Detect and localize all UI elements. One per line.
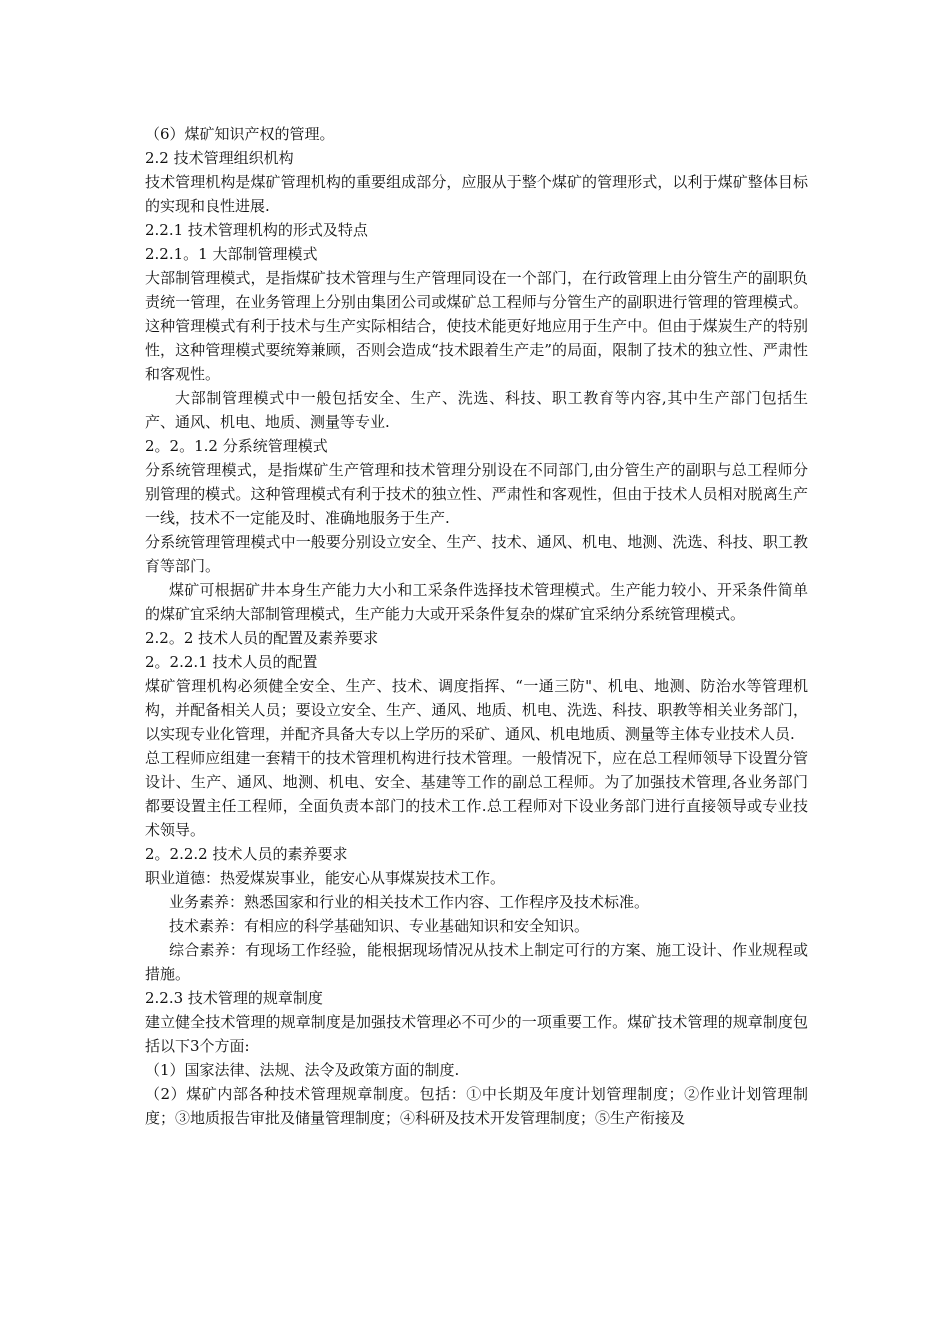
section-heading-2-2-1-2: 2。2。1.2 分系统管理模式 xyxy=(145,437,328,455)
section-heading-2-2: 2.2 技术管理组织机构 xyxy=(145,149,294,167)
section-heading-2-2-2-2: 2。2.2.2 技术人员的素养要求 xyxy=(145,845,348,863)
paragraph-large-dept-content: 大部制管理模式中一般包括安全、生产、洗选、科技、职工教育等内容,其中生产部门包括生产、通风、机电、地质、测量等专业. xyxy=(145,389,808,431)
list-item-internal-regulations: （2）煤矿内部各种技术管理规章制度。包括：①中长期及年度计划管理制度；②作业计划管理制度；③地质报告审批及储量管理制度；④科研及技术开发管理制度；⑤生产衔接及 xyxy=(145,1085,808,1127)
list-item-national-laws: （1）国家法律、法规、法令及政策方面的制度. xyxy=(145,1061,460,1079)
paragraph-chief-engineer: 总工程师应组建一套精干的技术管理机构进行技术管理。一般情况下，应在总工程师领导下设置分管设计、生产、通风、地测、机电、安全、基建等工作的副总工程师。为了加强技术管理,各业务部门都要设置主任工程师，全面负责本部门的技术工作.总工程师对下设业务部门进行直接领导或专业技术领导。 xyxy=(145,749,808,839)
list-item-intellectual-property: （6）煤矿知识产权的管理。 xyxy=(145,125,335,143)
paragraph-business-quality: 业务素养：熟悉国家和行业的相关技术工作内容、工作程序及技术标准。 xyxy=(169,893,650,911)
paragraph-staff-config: 煤矿管理机构必须健全安全、生产、技术、调度指挥、“一通三防"、机电、地测、防治水等管理机构，并配备相关人员；要设立安全、生产、通风、地质、机电、洗选、科技、职教等相关业务部门，以实现专业化管理，并配齐具备大专以上学历的采矿、通风、机电地质、测量等主体专业技术人员. xyxy=(145,677,808,743)
section-heading-2-2-1: 2.2.1 技术管理机构的形式及特点 xyxy=(145,221,368,239)
paragraph-org-intro: 技术管理机构是煤矿管理机构的重要组成部分，应服从于整个煤矿的管理形式，以利于煤矿整体目标的实现和良性进展. xyxy=(145,173,808,215)
section-heading-2-2-3: 2.2.3 技术管理的规章制度 xyxy=(145,989,323,1007)
paragraph-regulations-intro: 建立健全技术管理的规章制度是加强技术管理必不可少的一项重要工作。煤矿技术管理的规章制度包括以下3个方面: xyxy=(145,1013,808,1055)
section-heading-2-2-1-1: 2.2.1。1 大部制管理模式 xyxy=(145,245,318,263)
paragraph-comprehensive-quality: 综合素养：有现场工作经验，能根据现场情况从技术上制定可行的方案、施工设计、作业规程或措施。 xyxy=(145,941,808,983)
section-heading-2-2-2-1: 2。2.2.1 技术人员的配置 xyxy=(145,653,318,671)
paragraph-subsystem-mode: 分系统管理模式，是指煤矿生产管理和技术管理分别设在不同部门,由分管生产的副职与总工程师分别管理的模式。这种管理模式有利于技术的独立性、严肃性和客观性，但由于技术人员相对脱离生产一线，技术不一定能及时、准确地服务于生产. xyxy=(145,461,808,527)
paragraph-professional-ethics: 职业道德：热爱煤炭事业，能安心从事煤炭技术工作。 xyxy=(145,869,506,887)
document-page xyxy=(145,122,808,1130)
paragraph-subsystem-content: 分系统管理管理模式中一般要分别设立安全、生产、技术、通风、机电、地测、洗选、科技、职工教育等部门。 xyxy=(145,533,808,575)
section-heading-2-2-2: 2.2。2 技术人员的配置及素养要求 xyxy=(145,629,379,647)
paragraph-large-dept-mode: 大部制管理模式，是指煤矿技术管理与生产管理同设在一个部门，在行政管理上由分管生产的副职负责统一管理，在业务管理上分别由集团公司或煤矿总工程师与分管生产的副职进行管理的管理模式。这种管理模式有利于技术与生产实际相结合，使技术能更好地应用于生产中。但由于煤炭生产的特别性，这种管理模式要统筹兼顾，否则会造成“技术跟着生产走”的局面，限制了技术的独立性、严肃性和客观性。 xyxy=(145,269,808,383)
paragraph-technical-quality: 技术素养：有相应的科学基础知识、专业基础知识和安全知识。 xyxy=(169,917,590,935)
paragraph-mode-selection: 煤矿可根据矿井本身生产能力大小和工采条件选择技术管理模式。生产能力较小、开采条件简单的煤矿宜采纳大部制管理模式，生产能力大或开采条件复杂的煤矿宜采纳分系统管理模式。 xyxy=(145,581,808,623)
